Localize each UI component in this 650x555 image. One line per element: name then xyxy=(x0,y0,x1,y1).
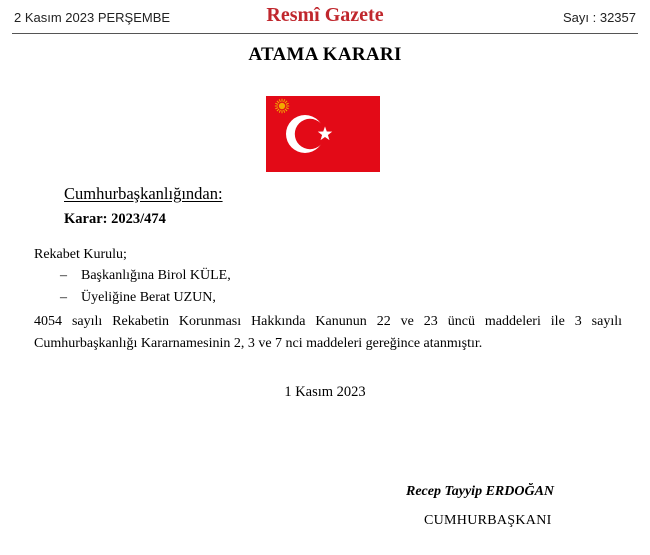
issuer-heading: Cumhurbaşkanlığından: xyxy=(64,184,223,203)
appointment-text: Üyeliğine Berat UZUN, xyxy=(81,290,216,305)
signer-name: Recep Tayyip ERDOĞAN xyxy=(406,484,555,499)
body-text-line: 4054 sayılı Rekabetin Korunması Hakkında Kanunun 22 ve 23 üncü maddeleri ile 3 sayılı xyxy=(34,314,622,329)
appointment-item xyxy=(60,290,216,306)
appointment-item xyxy=(60,268,231,284)
decision-number: Karar: 2023/474 xyxy=(64,211,166,227)
gazette-title: Resmî Gazete xyxy=(266,4,384,26)
header-date: 2 Kasım 2023 PERŞEMBE xyxy=(14,10,171,25)
body-text-line: Cumhurbaşkanlığı Kararnamesinin 2, 3 ve 7 nci maddeleri gereğince atanmıştır. xyxy=(34,336,483,351)
list-dash: – xyxy=(60,268,67,283)
decision-date: 1 Kasım 2023 xyxy=(284,384,366,400)
document-title: ATAMA KARARI xyxy=(248,44,402,65)
header-divider xyxy=(12,33,638,34)
presidential-emblem-icon xyxy=(275,99,289,113)
turkish-flag-icon xyxy=(266,96,380,172)
signer-title: CUMHURBAŞKANI xyxy=(424,513,552,528)
issue-number: Sayı : 32357 xyxy=(563,10,636,25)
list-dash: – xyxy=(60,290,67,305)
board-name: Rekabet Kurulu; xyxy=(34,247,127,262)
appointment-text: Başkanlığına Birol KÜLE, xyxy=(81,268,231,283)
